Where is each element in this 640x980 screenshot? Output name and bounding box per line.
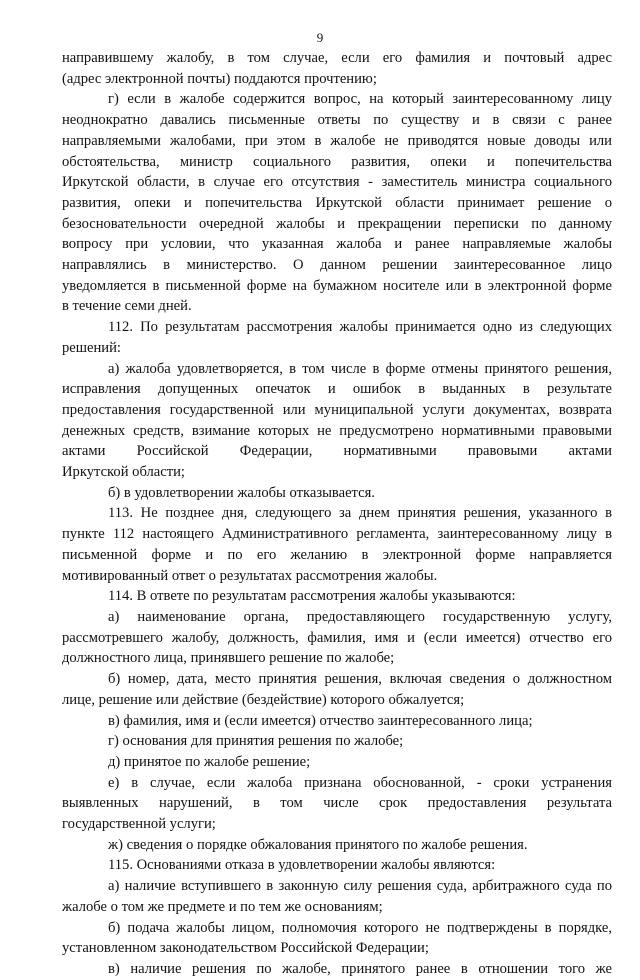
text-line: г) если в жалобе содержится вопрос, на который заинтересованному лицу xyxy=(108,91,612,108)
text-line: Иркутской области, в случае его отсутствия - заместитель министра социального xyxy=(62,174,612,191)
text-line: 114. В ответе по результатам рассмотрения жалобы указываются: xyxy=(108,588,516,605)
page-number: 9 xyxy=(316,30,324,45)
text-line: е) в случае, если жалоба признана обоснованной, - сроки устранения xyxy=(108,774,612,791)
text-line: решений: xyxy=(62,339,121,356)
text-line: 113. Не позднее дня, следующего за днем принятия решения, указанного в xyxy=(108,505,612,522)
text-line: ж) сведения о порядке обжалования принятого по жалобе решения. xyxy=(108,836,528,853)
paragraph xyxy=(62,317,612,358)
text-line: б) номер, дата, место принятия решения, включая сведения о должностном xyxy=(108,671,612,688)
paragraph xyxy=(62,503,612,586)
paragraph xyxy=(62,607,612,669)
paragraph xyxy=(62,483,612,504)
text-line: неоднократно давались письменные ответы по существу и в связи с ранее xyxy=(62,112,612,129)
text-line: б) в удовлетворении жалобы отказывается. xyxy=(108,484,375,501)
text-line: б) подача жалобы лицом, полномочия которого не подтверждены в порядке, xyxy=(108,919,612,936)
paragraph xyxy=(62,89,612,317)
text-line: д) принятое по жалобе решение; xyxy=(108,753,311,770)
text-line: а) наличие вступившего в законную силу решения суда, арбитражного суда по xyxy=(108,878,612,895)
paragraph xyxy=(62,669,612,710)
text-line: обстоятельства, министр социального развития, опеки и попечительства xyxy=(62,153,612,170)
document-body xyxy=(62,48,612,980)
text-line: вопросу при условии, что указанная жалоба и ранее направляемые жалобы xyxy=(62,236,612,253)
text-line: в) фамилия, имя и (если имеется) отчество заинтересованного лица; xyxy=(108,712,533,729)
paragraph xyxy=(62,752,612,773)
text-line: направляемыми жалобами, при этом в жалобе не приводятся новые доводы или xyxy=(62,132,612,149)
text-line: пункте 112 настоящего Административного регламента, заинтересованному лицу в xyxy=(62,526,612,543)
text-line: уведомляется в письменной форме на бумажном носителе или в электронной форме xyxy=(62,277,612,294)
text-line: (адрес электронной почты) поддаются прочтению; xyxy=(62,70,377,87)
text-line: должностного лица, принявшего решение по жалобе; xyxy=(62,650,395,667)
text-line: денежных средств, взимание которых не предусмотрено нормативными правовыми xyxy=(62,422,612,439)
text-line: направившему жалобу, в том случае, если его фамилия и почтовый адрес xyxy=(62,50,612,66)
paragraph xyxy=(62,876,612,917)
paragraph xyxy=(62,48,612,89)
text-line: 115. Основаниями отказа в удовлетворении жалобы являются: xyxy=(108,857,496,874)
paragraph xyxy=(62,855,612,876)
text-line: выявленных нарушений, в том числе срок предоставления результата xyxy=(62,795,612,812)
text-line: 112. По результатам рассмотрения жалобы принимается одно из следующих xyxy=(108,319,612,336)
paragraph xyxy=(62,918,612,959)
text-line: в) наличие решения по жалобе, принятого ранее в отношении того же xyxy=(108,960,612,977)
text-line: а) наименование органа, предоставляющего государственную услугу, xyxy=(108,608,612,625)
text-line: г) основания для принятия решения по жалобе; xyxy=(108,733,404,750)
text-line: жалобе о том же предмете и по тем же основаниям; xyxy=(62,898,383,915)
text-line: актами Российской Федерации, нормативными правовыми актами xyxy=(62,443,612,460)
text-line: в течение семи дней. xyxy=(62,298,192,315)
paragraph xyxy=(62,835,612,856)
paragraph xyxy=(62,711,612,732)
text-line: государственной услуги; xyxy=(62,816,216,833)
text-line: рассмотревшего жалобу, должность, фамилия, имя и (если имеется) отчество его xyxy=(62,629,612,646)
paragraph xyxy=(62,731,612,752)
paragraph xyxy=(62,773,612,835)
paragraph xyxy=(62,359,612,483)
text-line: направлялись в министерство. О данном решении заинтересованное лицо xyxy=(62,257,612,274)
paragraph xyxy=(62,959,612,980)
text-line: мотивированный ответ о результатах рассмотрения жалобы. xyxy=(62,567,438,584)
paragraph xyxy=(62,586,612,607)
text-line: исправления допущенных опечаток и ошибок в выданных в результате xyxy=(62,381,612,398)
text-line: лице, решение или действие (бездействие) которого обжалуется; xyxy=(62,691,465,708)
text-line: письменной форме и по его желанию в электронной форме направляется xyxy=(62,546,612,563)
text-line: установленном законодательством Российской Федерации; xyxy=(62,940,429,957)
text-line: а) жалоба удовлетворяется, в том числе в форме отмены принятого решения, xyxy=(108,360,612,377)
text-line: безосновательности очередной жалобы и прекращении переписки по данному xyxy=(62,215,612,232)
text-line: Иркутской области; xyxy=(62,464,185,481)
text-line: предоставления государственной или муниципальной услуги документах, возврата xyxy=(62,401,612,418)
text-line: развития, опеки и попечительства Иркутской области принимает решение о xyxy=(62,194,612,211)
